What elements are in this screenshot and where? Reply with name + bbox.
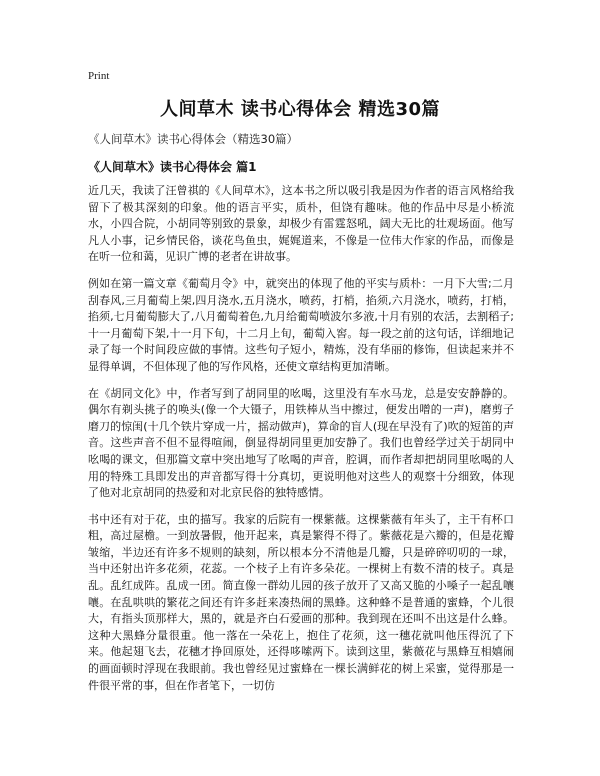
document-subtitle: 《人间草木》读书心得体会（精选30篇） (88, 132, 299, 146)
section-heading: 《人间草木》读书心得体会 篇1 (88, 160, 257, 174)
paragraph-3: 在《胡同文化》中，作者写到了胡同里的吆喝，这里没有车水马龙，总是安安静静的。偶尔有剃头挑子的唤头(像一个大镊子，用铁棒从当中擦过，便发出噌的一声)，磨剪子磨刀的惊闺(十几个铁片穿成一片，摇动做声)，算命的盲人(现在早没有了)吹的短笛的声音。这些声音不但不显得喧闹，倒显得胡同里更加安静了。我们也曾经学过关于胡同中吆喝的课文，但那篇文章中突出地写了吆喝的声音，腔调，而作者却把胡同里吆喝的人用的特殊工具即发出的声音都写得十分真切，更说明他对这些人的观察十分细致，体现了他对北京胡同的热爱和对北京民俗的独特感情。 (88, 386, 514, 500)
paragraph-2: 例如在第一篇文章《葡萄月令》中，就突出的体现了他的平实与质朴：一月下大雪;二月刮春风,三月葡萄上架,四月浇水,五月浇水，喷药，打梢，掐须,六月浇水，喷药，打梢，掐须,七月葡萄膨大了,八月葡萄着色,九月给葡萄喷波尔多液,十月有别的农活，去割稻子;十一月葡萄下架,十一月下旬，十二月上旬，葡萄入窖。每一段之前的这句话，详细地记录了每一个时间段应做的事情。这些句子短小，精炼，没有华丽的修饰，但读起来并不显得单调，不但体现了他的写作风格，还使文章结构更加清晰。 (88, 276, 514, 373)
article-body (88, 183, 514, 704)
print-link[interactable]: Print (88, 70, 110, 82)
paragraph-1: 近几天，我读了汪曾祺的《人间草木》，这本书之所以吸引我是因为作者的语言风格给我留下了极其深刻的印象。他的语言平实，质朴，但饶有趣味。他的作品中尽是小桥流水，小四合院，小胡同等别致的景象，却极少有雷霆怒吼，阔大无比的壮观场面。他写凡人小事，记乡情民俗，谈花鸟鱼虫，娓娓道来，不像是一位伟大作家的作品，而像是在听一位和蔼，见识广博的老者在讲故事。 (88, 184, 514, 264)
document-title: 人间草木 读书心得体会 精选30篇 (159, 99, 441, 120)
paragraph-4: 书中还有对于花，虫的描写。我家的后院有一棵紫薇。这棵紫薇有年头了，主干有杯口粗，高过屋檐。一到放暑假，他开起来，真是繁得不得了。紫薇花是六瓣的，但是花瓣皱缩，半边还有许多不规则的缺刻，所以根本分不清他是几瓣，只是碎碎叨叨的一球，当中还射出许多花须，花蕊。一个枝子上有许多朵花。一棵树上有数不清的枝子。真是乱。乱红成阵。乱成一团。简直像一群幼儿园的孩子放开了又高又脆的小嗓子一起乱嚷嚷。在乱哄哄的繁花之间还有许多赶来凑热闹的黑蜂。这种蜂不是普通的蜜蜂，个儿很大，有指头顶那样大，黑的，就是齐白石爱画的那种。我到现在还叫不出这是什么蜂。这种大黑蜂分量很重。他一落在一朵花上，抱住了花须，这一穗花就叫他压得沉了下来。他起翅飞去，花穗才挣回原处，还得哆嗦两下。读到这里，紫薇花与黑蜂互相嬉闹的画面顿时浮现在我眼前。我也曾经见过蜜蜂在一棵长满鲜花的树上采蜜，觉得那是一件很平常的事，但在作者笔下，一切仿 (88, 512, 514, 692)
